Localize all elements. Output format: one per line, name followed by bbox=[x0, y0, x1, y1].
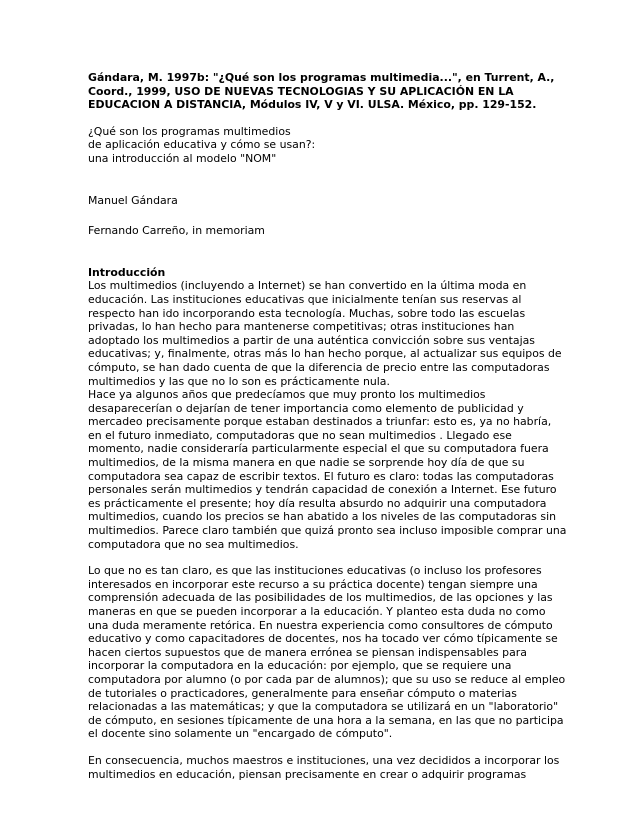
paragraph-line: personales serán multimedios y tendrán capacidad de conexión a Internet. Ese futuro bbox=[88, 483, 557, 497]
paragraph-line: maneras en que se pueden incorporar a la educación. Y planteo esta duda no como bbox=[88, 605, 546, 618]
paragraph-1 bbox=[88, 279, 567, 551]
title-line: una introducción al modelo "NOM" bbox=[88, 151, 277, 165]
citation-line: EDUCACION A DISTANCIA, Módulos IV, V y VI. ULSA. México, pp. 129-152. bbox=[88, 98, 537, 112]
paragraph-line: en el futuro inmediato, computadoras que no sean multimedios . Llegado ese bbox=[88, 428, 512, 442]
paragraph-line: de tutoriales o practicadores, generalmente para enseñar cómputo o materias bbox=[88, 686, 517, 700]
paragraph-line: En consecuencia, muchos maestros e instituciones, una vez decididos a incorporar los bbox=[88, 753, 560, 767]
paragraph-line: relacionadas a las matemáticas; y que la computadora se utilizará en un "laboratorio" bbox=[88, 700, 559, 714]
paragraph-line: cómputo, se han dado cuenta de que la diferencia de precio entre las computadoras bbox=[88, 360, 550, 374]
paragraph-line: multimedios y las que no lo son es prácticamente nula. bbox=[88, 374, 390, 388]
paragraph-line: comprensión adecuada de las posibilidades de los multimedios, de las opciones y las bbox=[88, 591, 553, 605]
paragraph-line: Hace ya algunos años que predecíamos que muy pronto los multimedios bbox=[88, 388, 486, 402]
dedication-text: Fernando Carreño, in memoriam bbox=[88, 224, 265, 238]
paragraph-line: computadora sea capaz de escribir textos. El futuro es claro: todas las computadoras bbox=[88, 469, 554, 483]
paragraph-line: computadora que no sea multimedios. bbox=[88, 537, 299, 551]
paragraph-2 bbox=[88, 564, 566, 741]
citation bbox=[88, 71, 558, 112]
section-heading: Introducción bbox=[88, 265, 166, 279]
title-line: de aplicación educativa y cómo se usan?: bbox=[88, 138, 316, 152]
paragraph-line: adoptado los multimedios a partir de una auténtica convicción sobre sus ventajas bbox=[88, 333, 535, 347]
paragraph-line: incorporar la computadora en la educación: por ejemplo, que se requiere una bbox=[88, 659, 512, 673]
paragraph-line: multimedios en educación, piensan precisamente en crear o adquirir programas bbox=[88, 767, 527, 781]
paragraph-line: educación. Las instituciones educativas que inicialmente tenían sus reservas al bbox=[88, 292, 522, 306]
paragraph-line: desaparecerían o dejarían de tener importancia como elemento de publicidad y bbox=[88, 401, 524, 415]
author bbox=[88, 194, 558, 208]
paragraph-line: el docente sino solamente un "encargado de cómputo". bbox=[88, 727, 393, 741]
paragraph-line: interesados en incorporar este recurso a su práctica docente) tengan siempre una bbox=[88, 577, 538, 591]
paragraph-line: educativo y como capacitadores de docentes, nos ha tocado ver cómo típicamente se bbox=[88, 632, 558, 646]
author-name: Manuel Gándara bbox=[88, 193, 178, 207]
paragraph-line: multimedios, cuando los precios se han abatido a los niveles de las computadoras sin bbox=[88, 510, 556, 524]
document-page bbox=[88, 71, 567, 781]
paragraph-line: respecto han ido incorporando esta tecnología. Muchas, sobre todo las escuelas bbox=[88, 306, 526, 320]
paragraph-line: hacen ciertos supuestos que de manera errónea se piensan indispensables para bbox=[88, 645, 527, 659]
paragraph-line: multimedios, de la misma manera en que nadie se sorprende hoy día de que su bbox=[88, 456, 525, 470]
paragraph-line: multimedios. Parece claro también que quizá pronto sea incluso imposible comprar una bbox=[88, 524, 567, 538]
paragraph-line: una duda meramente retórica. En nuestra experiencia como consultores de cómputo bbox=[88, 618, 553, 632]
introduction-section bbox=[88, 265, 567, 551]
paragraph-line: Lo que no es tan claro, es que las instituciones educativas (o incluso los profesores bbox=[88, 564, 542, 578]
paragraph-line: mercadeo precisamente porque estaban destinados a triunfar: esto es, ya no habría, bbox=[88, 415, 552, 429]
citation-line: Gándara, M. 1997b: "¿Qué son los programas multimedia...", en Turrent, A., bbox=[88, 71, 555, 84]
paragraph-line: computadora por alumno (o por cada par de alumnos); que su uso se reduce al empleo bbox=[88, 672, 566, 686]
paragraph-line: es prácticamente el presente; hoy día resulta absurdo no adquirir una computadora bbox=[88, 496, 547, 510]
citation-line: Coord., 1999, USO DE NUEVAS TECNOLOGIAS Y SU APLICACIÓN EN LA bbox=[88, 84, 514, 98]
title-line: ¿Qué son los programas multimedios bbox=[88, 124, 291, 138]
dedication bbox=[88, 224, 558, 238]
paragraph-line: educativas; y, finalmente, otras más lo han hecho porque, al actualizar sus equipos de bbox=[88, 347, 562, 361]
paragraph-3 bbox=[88, 754, 558, 781]
paragraph-line: momento, nadie consideraría particularmente especial el que su computadora fuera bbox=[88, 442, 549, 456]
document-title bbox=[88, 125, 558, 166]
paragraph-line: Los multimedios (incluyendo a Internet) se han convertido en la última moda en bbox=[88, 279, 527, 293]
paragraph-line: de cómputo, en sesiones típicamente de una hora a la semana, en las que no participa bbox=[88, 713, 564, 727]
paragraph-line: privadas, lo han hecho para mantenerse competitivas; otras instituciones han bbox=[88, 320, 515, 334]
